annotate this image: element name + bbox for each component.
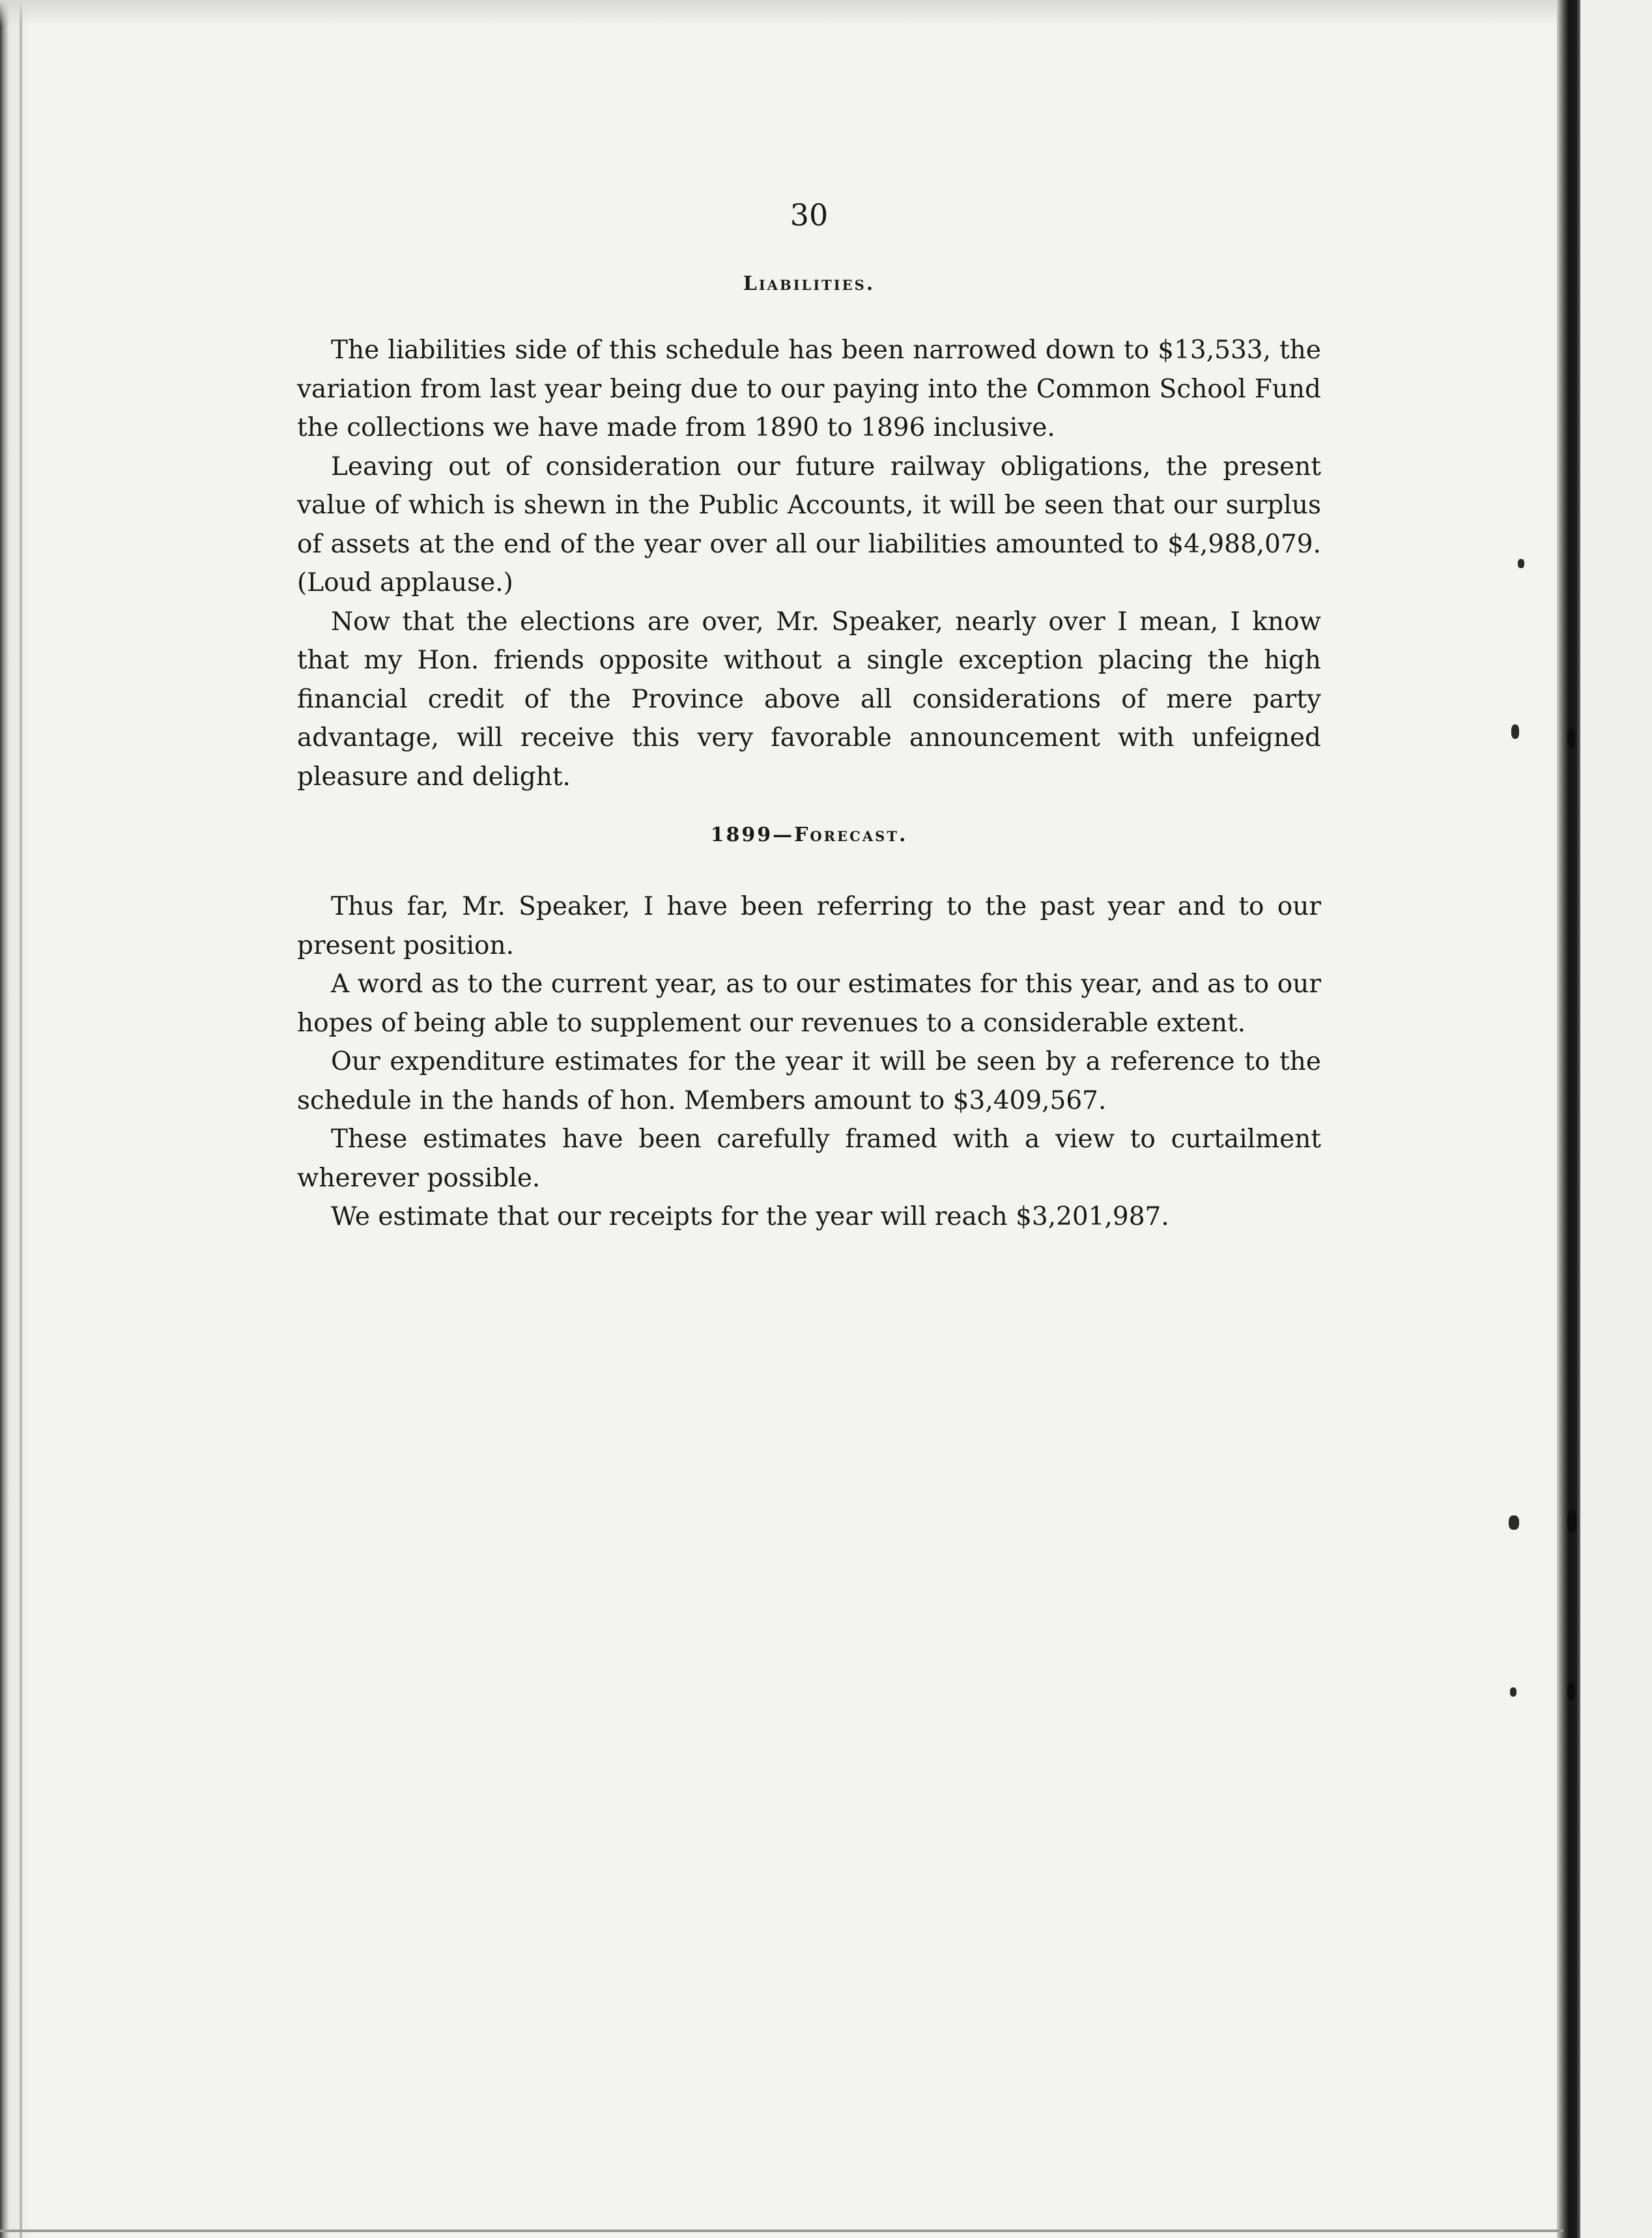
scan-speck [1511,724,1519,739]
page-left-edge-shadow [0,0,29,2238]
paragraph: A word as to the current year, as to our estimates for this year, and as to our hopes of being able to supplement our revenues to a considerable extent. [297,969,1321,1038]
section-forecast [297,822,1321,1237]
scan-speck [1510,1687,1517,1697]
scan-speck [1509,1515,1519,1530]
paragraph: The liabilities side of this schedule has been narrowed down to $13,533, the variation from last year being due to our paying into the Common School Fund the collections we have made from 1890 to 1896 inclusive. [297,336,1321,442]
paragraph: Leaving out of consideration our future railway obligations, the present value of which is shewn in the Public Accounts, it will be seen that our surplus of assets at the end of the year over all our liabilities amounted to $4,988,079. (Loud applause.) [297,452,1321,597]
page-top-shadow [0,0,1589,26]
adjacent-page-strip [1580,0,1652,2238]
page-bottom-border [0,2230,1563,2232]
document-body [297,195,1321,1237]
section-liabilities [297,271,1321,796]
paragraph: These estimates have been carefully framed with a view to curtailment wherever possible. [297,1125,1321,1193]
page-right-binding-edge [1557,0,1580,2238]
section-heading: 1899—Forecast. [710,824,908,846]
scan-speck [1567,1682,1575,1700]
page-number: 30 [790,197,829,233]
scan-speck [1518,559,1524,568]
section-heading: Liabilities. [743,272,876,295]
paragraph: Thus far, Mr. Speaker, I have been referring to the past year and to our present position. [297,892,1321,960]
paragraph: We estimate that our receipts for the year will reach $3,201,987. [331,1202,1169,1231]
page-left-border [20,0,22,2238]
scan-speck [1567,1510,1576,1532]
paragraph: Now that the elections are over, Mr. Speaker, nearly over I mean, I know that my Hon. friends opposite without a single exception placing the high financial credit of the Province above all considerations of mere party advantage, will receive this very favorable announcement with unfeigned pleasure and delight. [297,607,1321,792]
scan-speck [1567,728,1575,748]
paragraph: Our expenditure estimates for the year it will be seen by a reference to the schedule in the hands of hon. Members amount to $3,409,567. [297,1047,1321,1115]
